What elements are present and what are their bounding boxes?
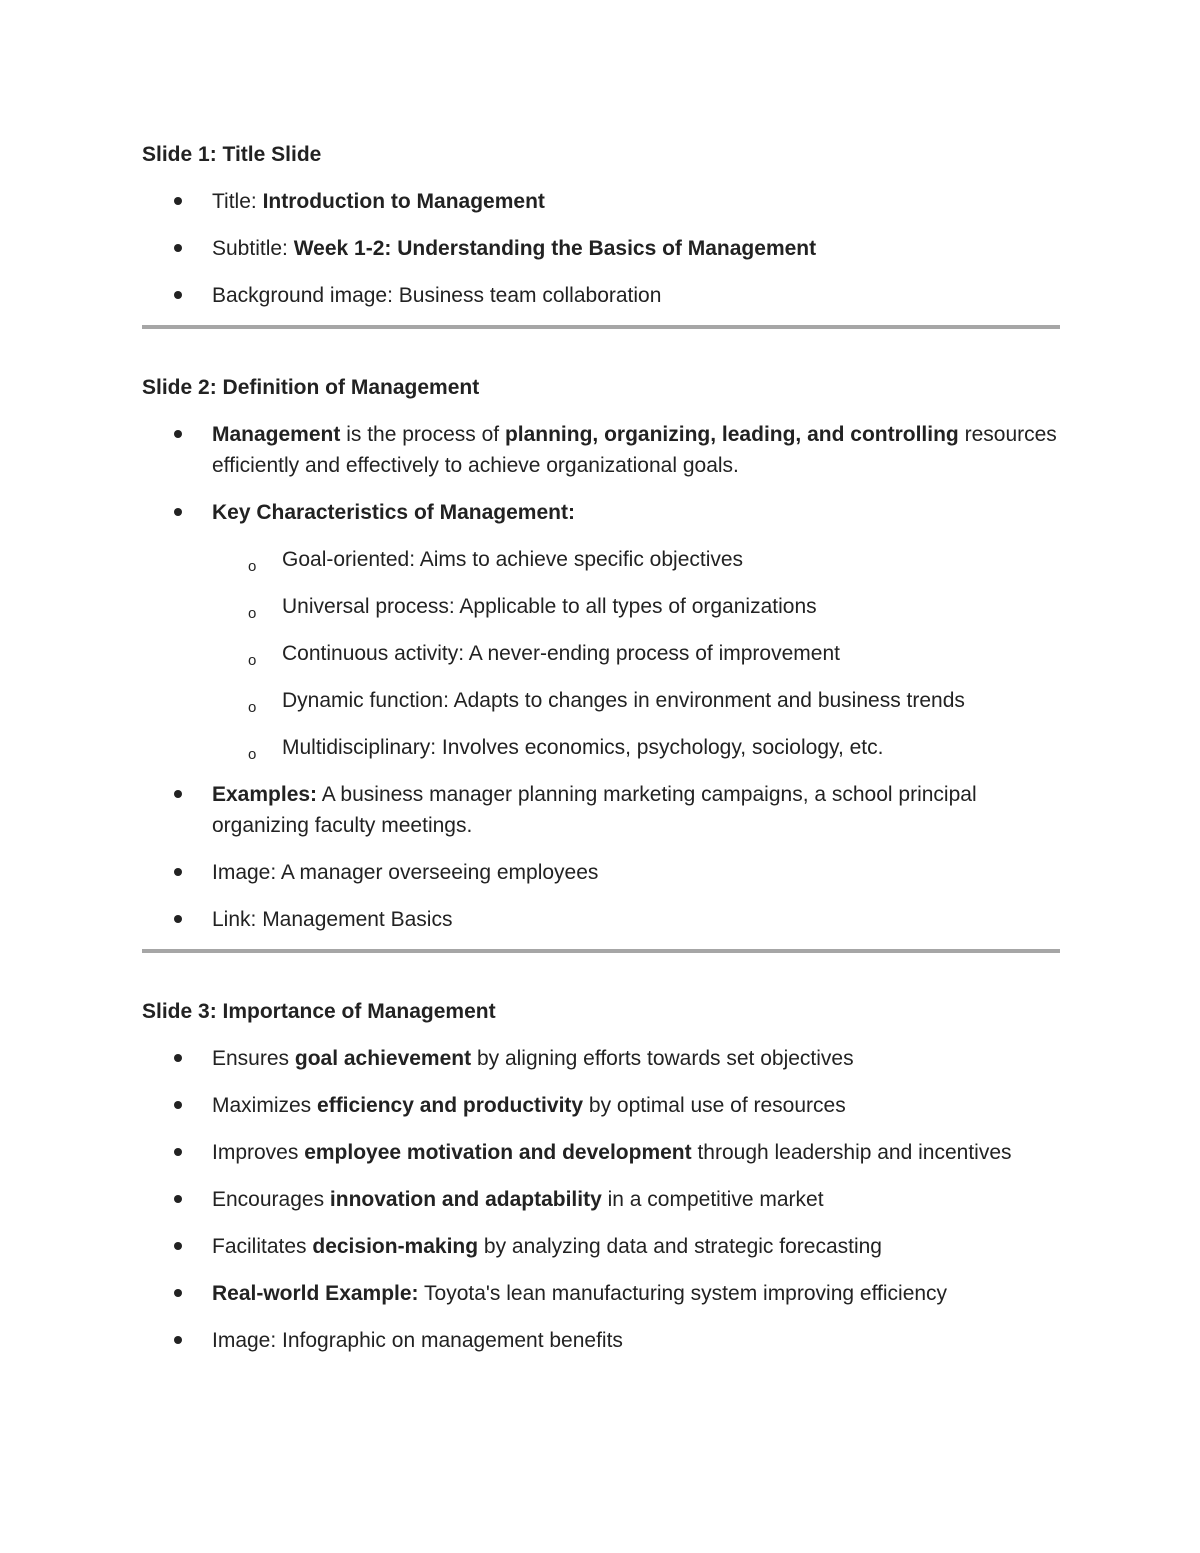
item-bold: decision-making [312, 1235, 479, 1258]
list-item [142, 1043, 1060, 1074]
list-item [142, 1278, 1060, 1309]
bullet-dot-icon [174, 430, 182, 438]
sub-item-text: Multidisciplinary: Involves economics, psychology, sociology, etc. [282, 736, 884, 759]
list-item [142, 233, 1060, 264]
item-label: Subtitle: [212, 237, 294, 260]
bullet-dot-icon [174, 291, 182, 299]
examples-text: A business manager planning marketing campaigns, a school principal organizing faculty meetings. [212, 783, 977, 837]
characteristics-list [212, 544, 1060, 763]
item-bold: innovation and adaptability [329, 1188, 602, 1211]
item-post: by optimal use of resources [583, 1094, 846, 1117]
circle-bullet-icon: o [248, 746, 257, 763]
bullet-dot-icon [174, 1242, 182, 1250]
slide-3-list [142, 1043, 1060, 1356]
circle-bullet-icon: o [248, 605, 257, 622]
item-bold: Real-world Example: [212, 1282, 419, 1305]
examples-label: Examples: [212, 783, 318, 806]
item-post: in a competitive market [601, 1188, 824, 1211]
bullet-dot-icon [174, 1289, 182, 1297]
bullet-dot-icon [174, 244, 182, 252]
sub-list-item [212, 591, 1060, 622]
slide-2-section [142, 373, 1060, 935]
document-page [142, 140, 1060, 1372]
bullet-dot-icon [174, 1101, 182, 1109]
item-bold: efficiency and productivity [317, 1094, 584, 1117]
section-divider [142, 949, 1060, 953]
item-pre: Maximizes [212, 1094, 318, 1117]
sub-item-text: Goal-oriented: Aims to achieve specific objectives [282, 548, 744, 571]
link-note: Link: Management Basics [212, 908, 453, 931]
sub-list-item [212, 685, 1060, 716]
list-item [142, 1325, 1060, 1356]
item-post: Toyota's lean manufacturing system improving efficiency [418, 1282, 948, 1305]
section-divider [142, 325, 1060, 329]
slide-3-heading: Slide 3: Importance of Management [142, 1000, 496, 1023]
item-pre: Encourages [212, 1188, 330, 1211]
definition-term: Management [212, 423, 341, 446]
item-post: through leadership and incentives [691, 1141, 1012, 1164]
sub-item-text: Dynamic function: Adapts to changes in environment and business trends [282, 689, 965, 712]
circle-bullet-icon: o [248, 652, 257, 669]
bullet-dot-icon [174, 1336, 182, 1344]
list-item [142, 857, 1060, 888]
list-item [142, 1184, 1060, 1215]
list-item [142, 497, 1060, 763]
item-pre: Facilitates [212, 1235, 313, 1258]
circle-bullet-icon: o [248, 699, 257, 716]
item-text: Background image: Business team collaboration [212, 284, 662, 307]
sub-list-item [212, 544, 1060, 575]
bullet-dot-icon [174, 508, 182, 516]
bullet-dot-icon [174, 1054, 182, 1062]
slide-2-list [142, 419, 1060, 935]
list-item [142, 419, 1060, 481]
list-item [142, 779, 1060, 841]
slide-1-section [142, 140, 1060, 311]
item-label: Title: [212, 190, 263, 213]
list-item [142, 1090, 1060, 1121]
slide-3-section [142, 997, 1060, 1356]
image-note: Image: Infographic on management benefits [212, 1329, 623, 1352]
item-bold: employee motivation and development [304, 1141, 692, 1164]
list-item [142, 186, 1060, 217]
bullet-dot-icon [174, 790, 182, 798]
slide-1-list [142, 186, 1060, 311]
list-item [142, 904, 1060, 935]
item-pre: Ensures [212, 1047, 295, 1070]
bullet-dot-icon [174, 868, 182, 876]
list-item [142, 1231, 1060, 1262]
sub-item-text: Continuous activity: A never-ending process of improvement [282, 642, 840, 665]
item-bold: Introduction to Management [262, 190, 545, 213]
sub-list-item [212, 638, 1060, 669]
slide-2-heading: Slide 2: Definition of Management [142, 376, 480, 399]
sub-list-item [212, 732, 1060, 763]
list-item [142, 1137, 1060, 1168]
bullet-dot-icon [174, 1148, 182, 1156]
item-pre: Improves [212, 1141, 305, 1164]
sub-item-text: Universal process: Applicable to all types of organizations [282, 595, 817, 618]
image-note: Image: A manager overseeing employees [212, 861, 599, 884]
characteristics-heading: Key Characteristics of Management: [212, 501, 575, 524]
item-bold: goal achievement [294, 1047, 472, 1070]
bullet-dot-icon [174, 1195, 182, 1203]
item-post: by analyzing data and strategic forecasting [478, 1235, 882, 1258]
circle-bullet-icon: o [248, 558, 257, 575]
definition-mid: is the process of [340, 423, 505, 446]
definition-functions: planning, organizing, leading, and controlling [504, 423, 959, 446]
bullet-dot-icon [174, 915, 182, 923]
definition-rest: resources efficiently and effectively to achieve organizational goals. [212, 423, 1057, 477]
bullet-dot-icon [174, 197, 182, 205]
item-bold: Week 1-2: Understanding the Basics of Management [293, 237, 817, 260]
list-item [142, 280, 1060, 311]
item-post: by aligning efforts towards set objectives [471, 1047, 854, 1070]
slide-1-heading: Slide 1: Title Slide [142, 143, 322, 166]
